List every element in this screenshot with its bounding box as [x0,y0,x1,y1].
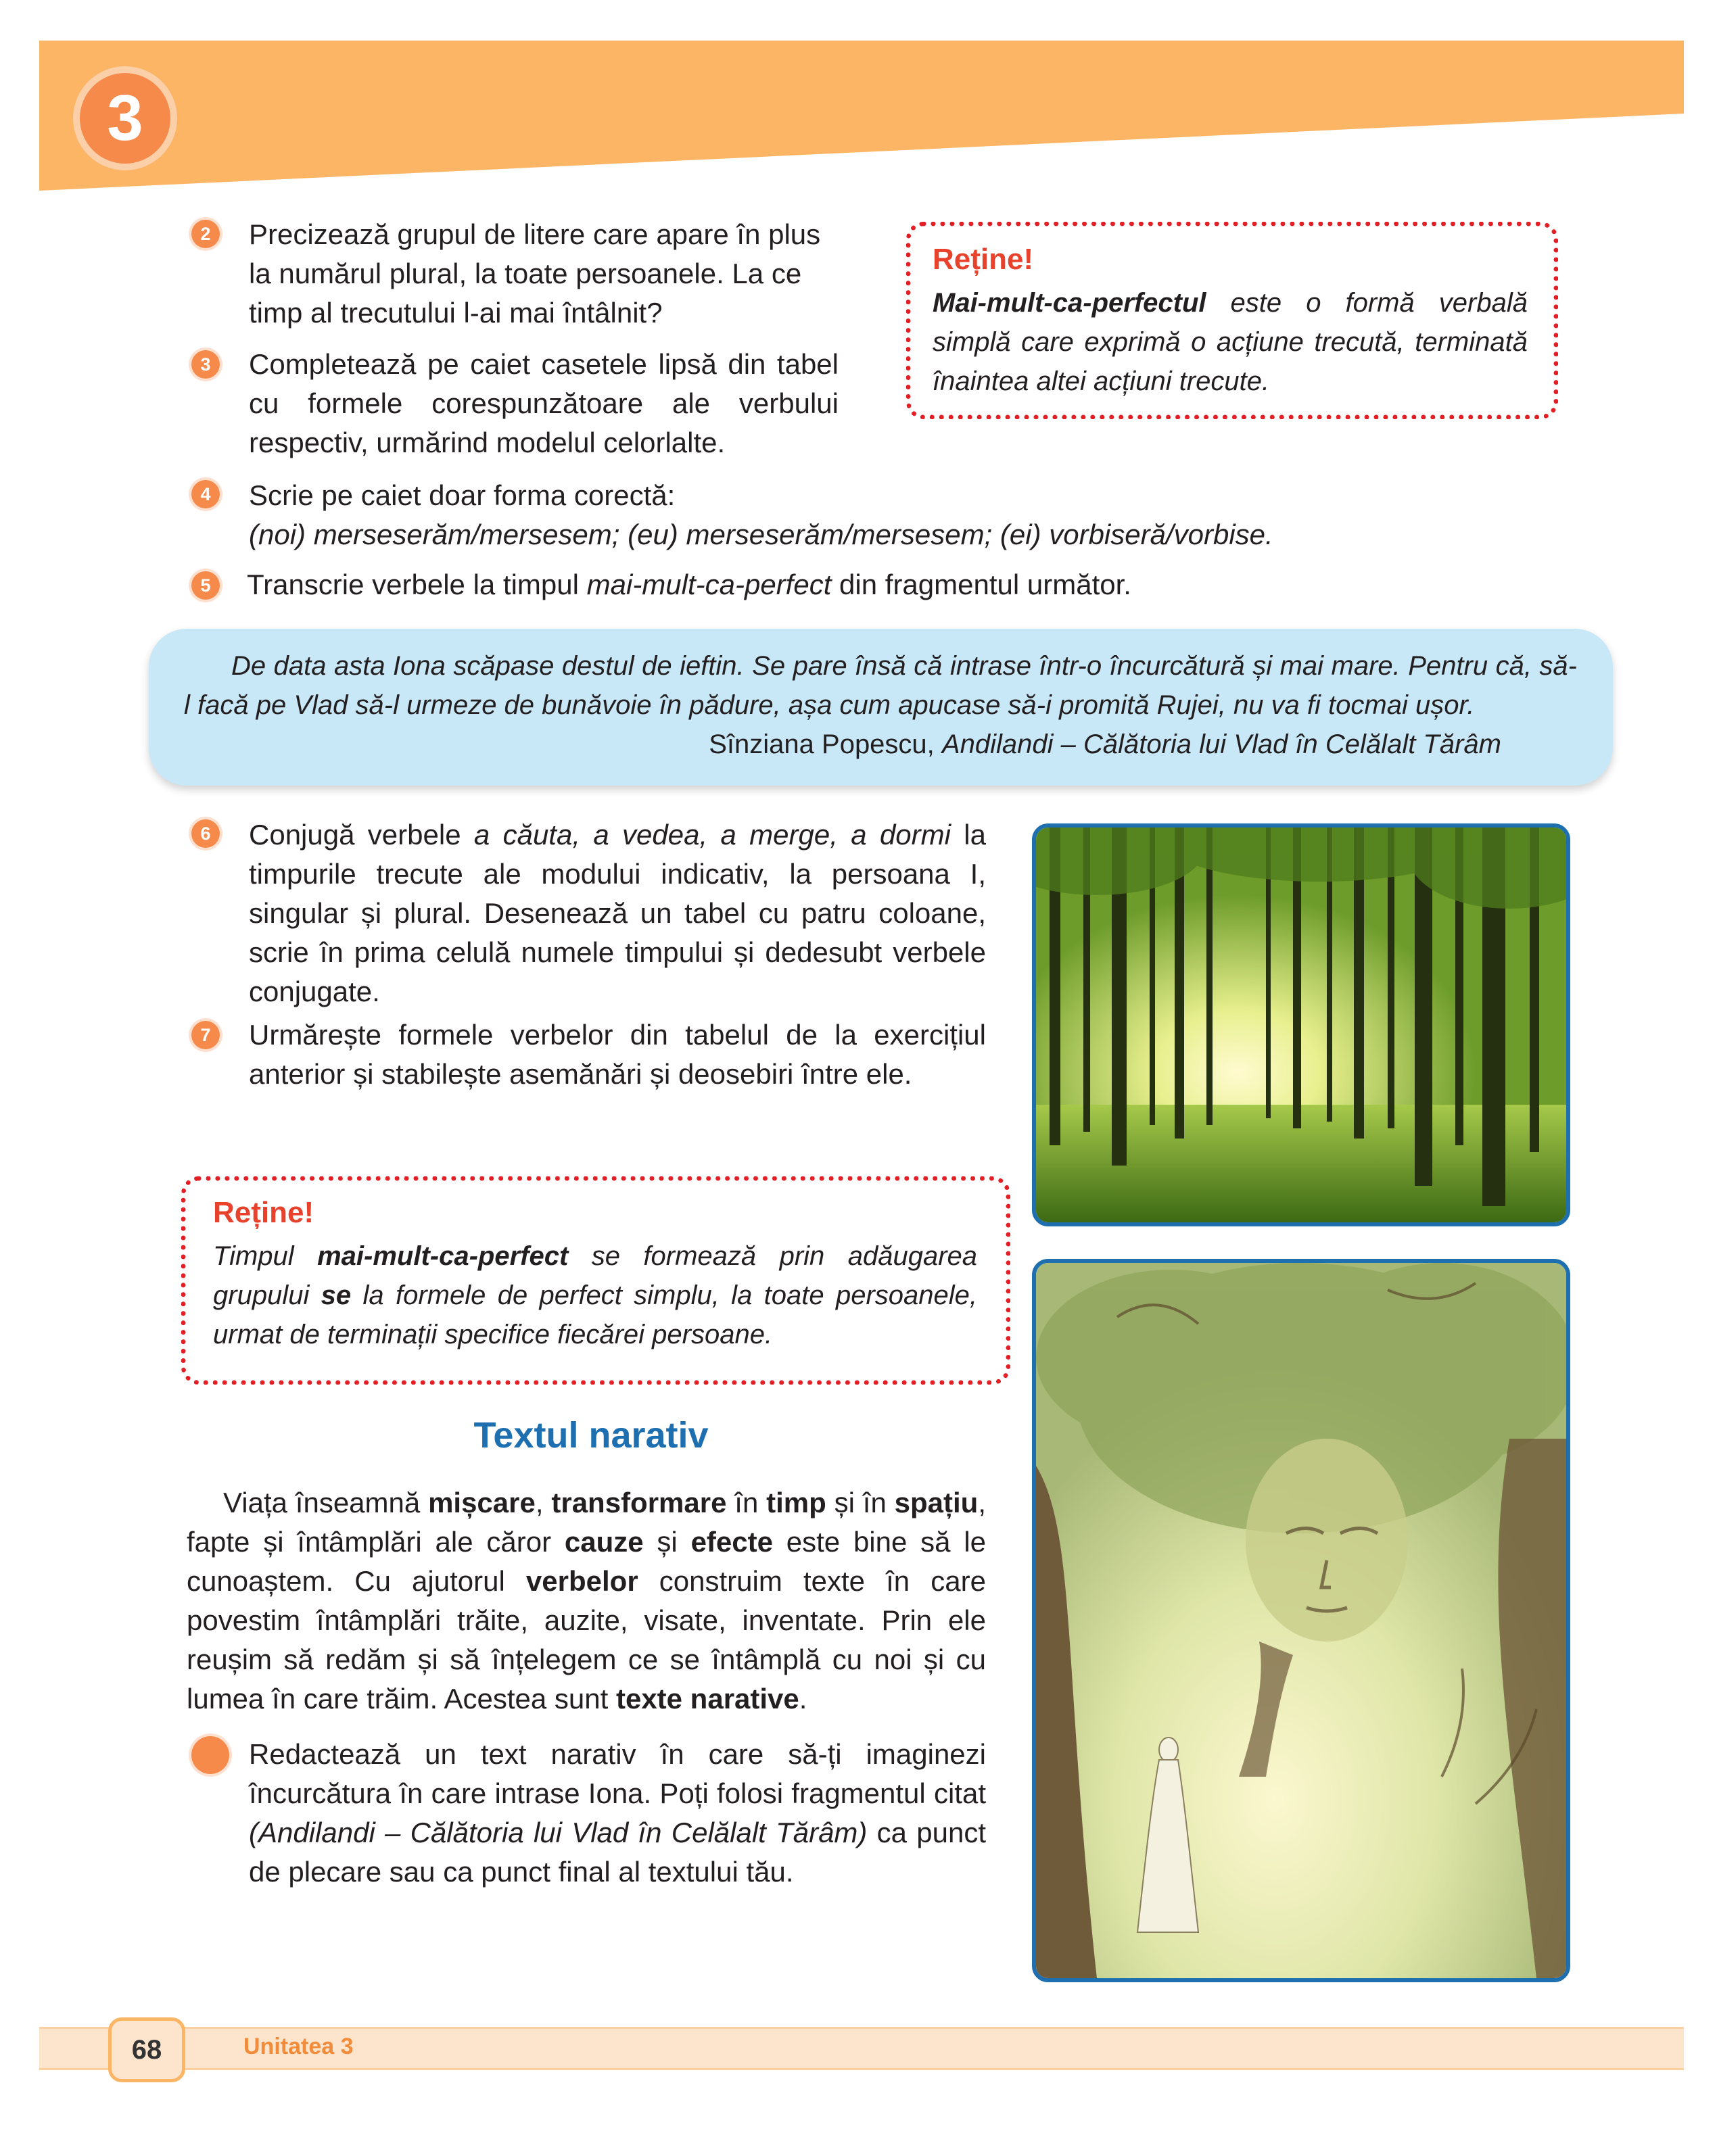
retine-box [181,1176,1010,1385]
header-band [0,0,1717,196]
page-number: 68 [131,2035,162,2065]
quote-box [149,629,1613,786]
task-bullet [191,1736,229,1774]
exercise-5-text: Transcrie verbele la timpul mai-mult-ca-perfect din fragmentul următor. [247,569,1131,600]
exercise-7-text: Urmărește formele verbelor din tabelul de la exercițiul anterior și stabilește asemănări și deosebiri între ele. [249,1019,986,1090]
narrative-paragraph: Viața înseamnă mișcare, transformare în timp și în spațiu, fapte și întâmplări ale căror cauze și efecte este bine să le cunoaștem. Cu ajutorul verbelor construim texte în care povestim întâmplări trăite, auzite, visate, inventate. Prin ele reușim să redăm și să înțelegem ce se întâmplă cu noi și cu lumea în care trăim. Acestea sunt texte narative. [187,1487,987,1715]
exercise-number: 7 [191,1021,220,1049]
exercise-number: 4 [191,480,220,508]
retine-text: Mai-mult-ca-perfectul este o formă verbală simplă care exprimă o acțiune trecută, terminată înaintea altei acțiuni trecute. [933,288,1528,396]
retine-text: Timpul mai-mult-ca-perfect se formează prin adăugarea grupului se la formele de perfect simplu, la toate persoanele, urmat de terminații specifice fiecărei persoane. [213,1241,978,1349]
task-text: Redactează un text narativ în care să-ți imaginezi încurcătura în care intrase Iona. Poți folosi fragmentul citat (Andilandi – Călătoria lui Vlad în Celălalt Tărâm) ca punct de plecare sau ca punct final al textului tău. [249,1738,986,1888]
page-number-box [108,2017,185,2082]
quote-source: Sînziana Popescu, Andilandi – Călătoria lui Vlad în Celălalt Tărâm [709,729,1501,759]
exercise-4-text: Scrie pe caiet doar forma corectă: (noi) merseserăm/mersesem; (eu) merseserăm/mersesem; (ei) vorbiseră/vorbise. [249,479,1273,550]
unit-label: Unitatea 3 [243,2034,354,2059]
exercise-number: 6 [191,819,220,848]
exercise-2-text: Precizează grupul de litere care apare în plus la numărul plural, la toate persoanele. La ce timp al trecutului l-ai mai întâlnit? [249,218,821,329]
chapter-badge [80,73,170,164]
retine-title: Reține! [933,243,1034,276]
retine-title: Reține! [213,1196,314,1229]
retine-box [906,222,1558,419]
exercise-number: 2 [191,220,220,248]
exercise-3-text: Completează pe caiet casetele lipsă din tabel cu formele corespunzătoare ale verbului respectiv, urmărind modelul celorlalte. [249,348,839,458]
forest-photo [1032,823,1570,1226]
exercise-number: 3 [191,350,220,379]
exercise-number: 5 [191,571,220,600]
retine-term: Mai-mult-ca-perfectul [933,288,1206,318]
chapter-number: 3 [107,82,143,154]
forest-spirit-illustration [1032,1259,1570,1982]
quote-text: De data asta Iona scăpase destul de ieftin. Se pare însă că intrase într-o încurcătură și mai mare. Pentru că, să-l facă pe Vlad să-l urmeze de bunăvoie în pădure, așa cum apucase să-i promită Rujei, nu va fi tocmai ușor. [184,651,1577,720]
section-title: Textul narativ [473,1415,709,1456]
exercise-6-text: Conjugă verbele a căuta, a vedea, a merge, a dormi la timpurile trecute ale modului indicativ, la persoana I, singular și plural. Desenează un tabel cu patru coloane, scrie în prima celulă numele timpului și dedesubt verbele conjugate. [249,819,986,1007]
